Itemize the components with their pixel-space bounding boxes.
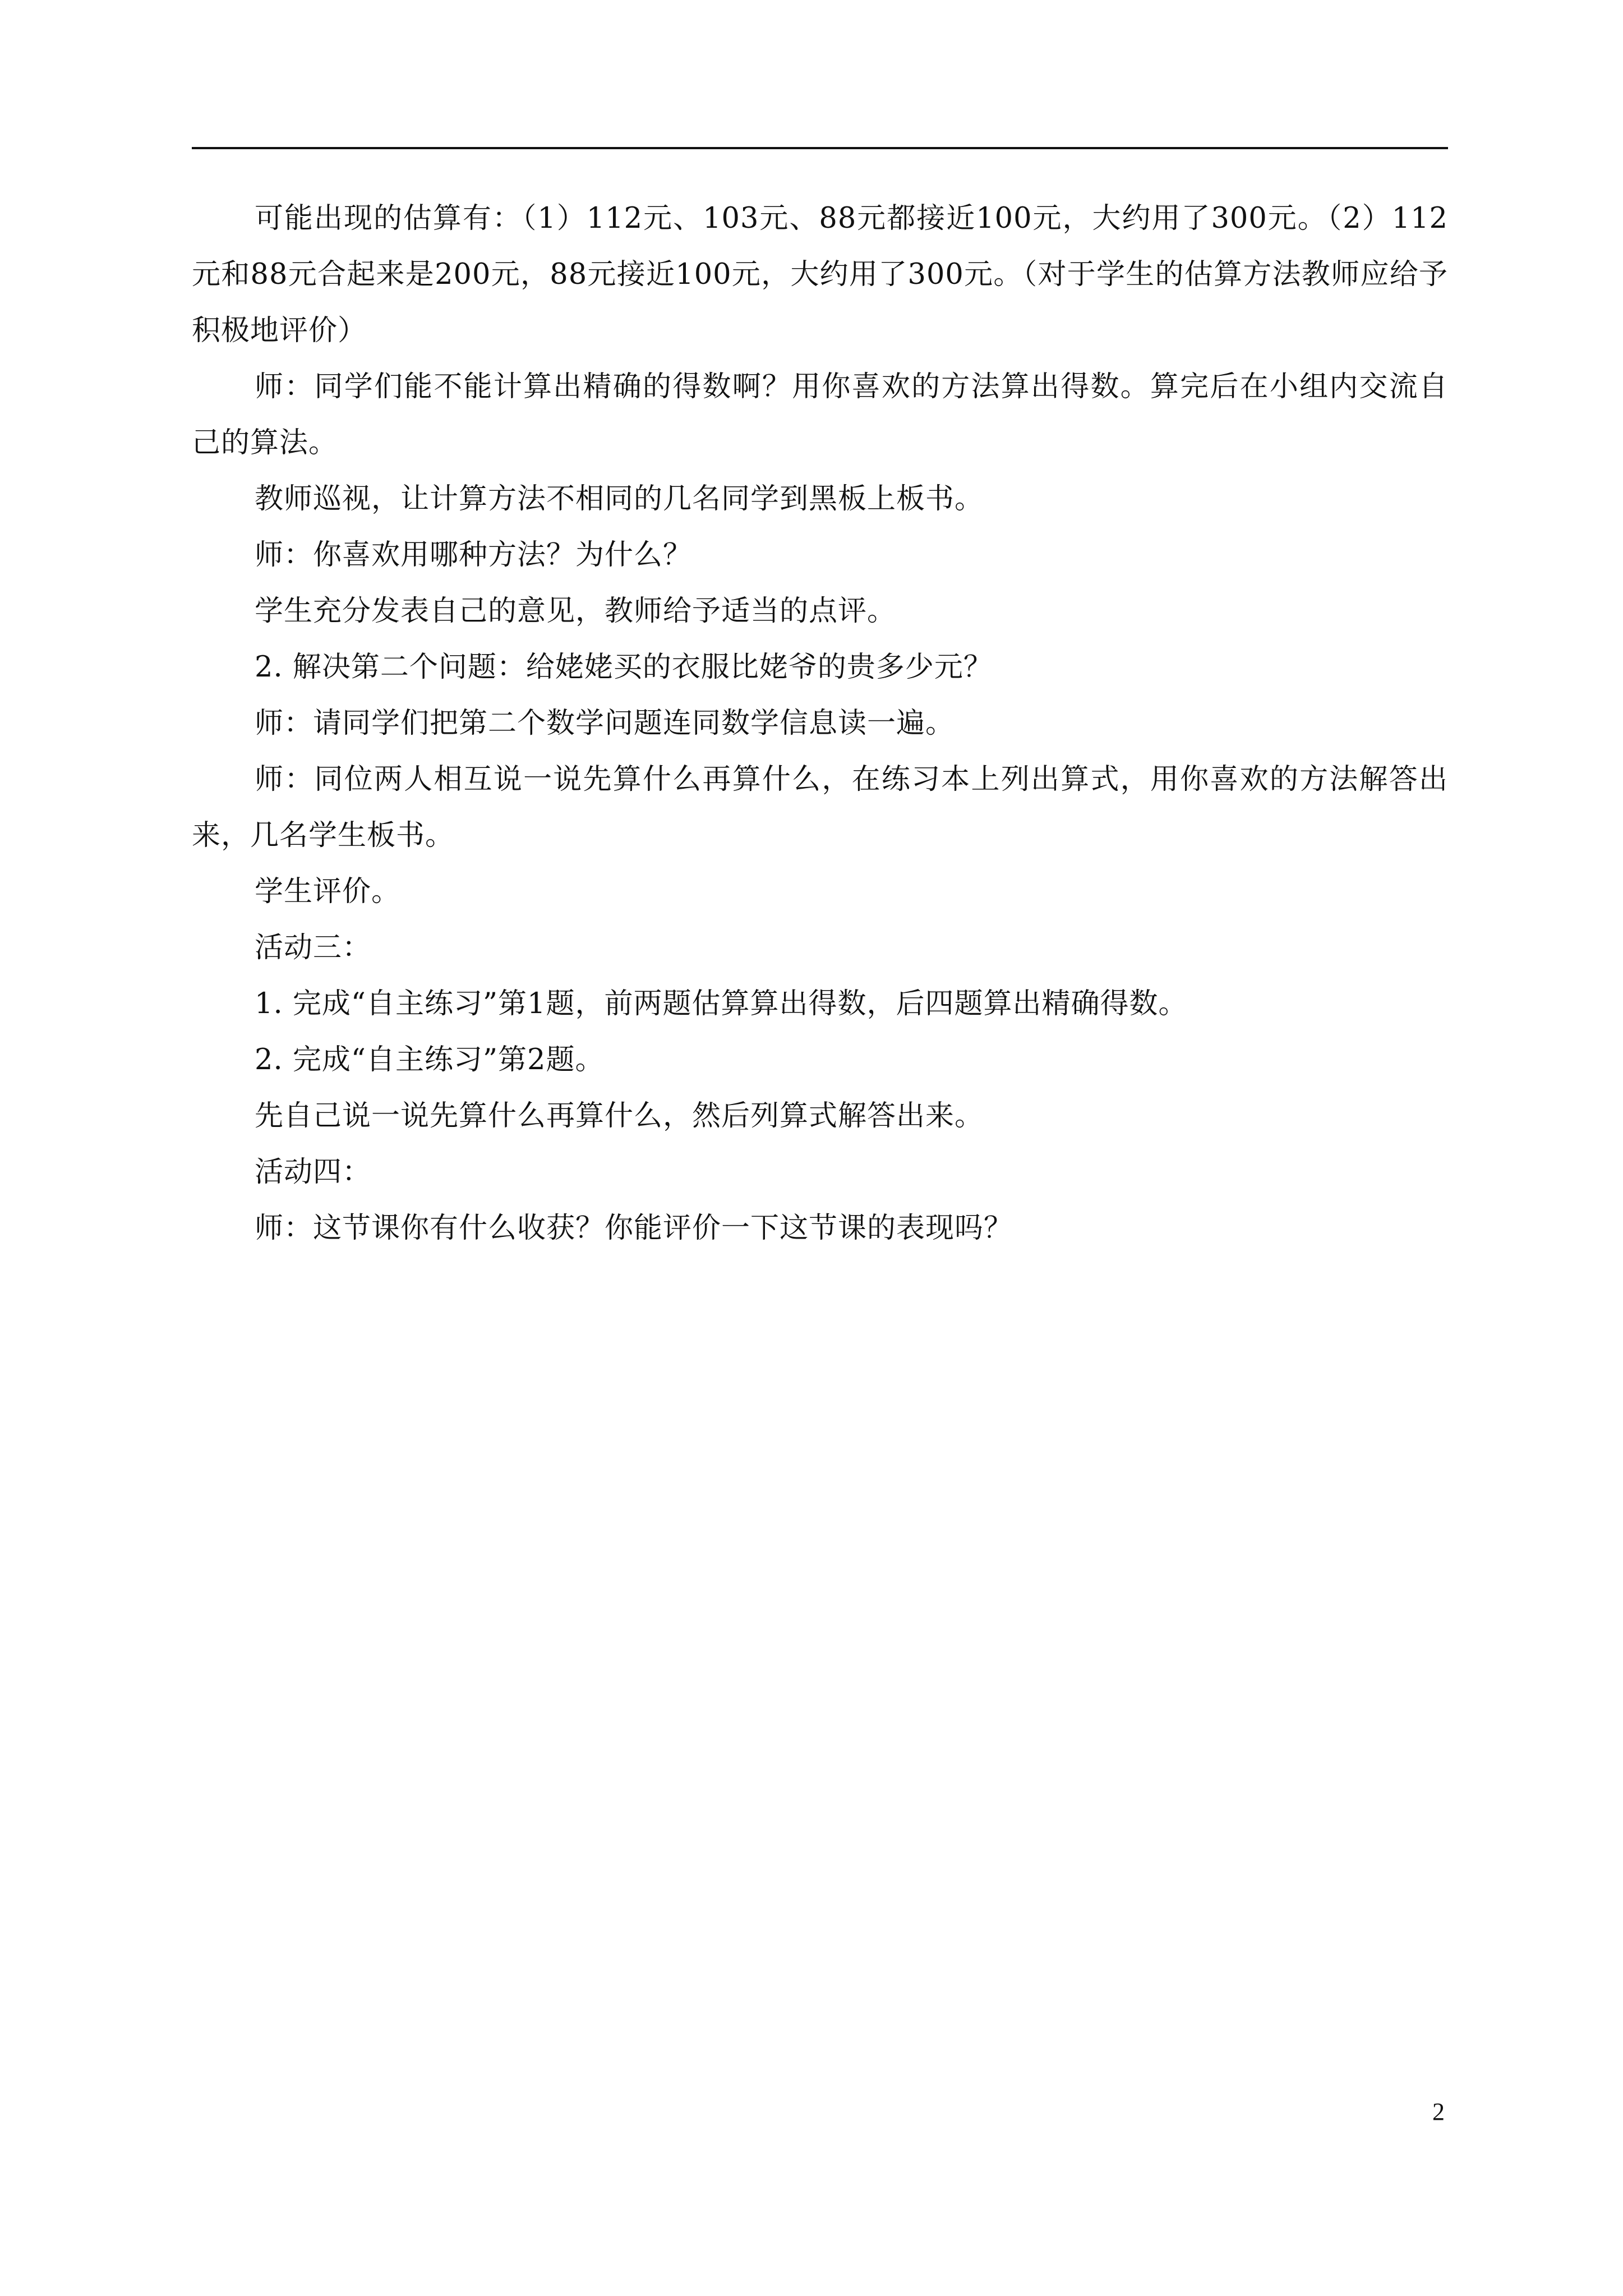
paragraph-exercise-one: 1. 完成“自主练习”第1题，前两题估算算出得数，后四题算出精确得数。 (255, 987, 1188, 1020)
paragraph-student-evaluation: 学生评价。 (255, 875, 401, 908)
paragraph-solve-steps: 先自己说一说先算什么再算什么，然后列算式解答出来。 (255, 1099, 984, 1133)
paragraph-pair-discussion: 师：同位两人相互说一说先算什么再算什么，在练习本上列出算式，用你喜欢的方法解答出来，几名学生板书。 (192, 763, 1448, 852)
paragraph-exact-calculation: 师：同学们能不能计算出精确的得数啊？用你喜欢的方法算出得数。算完后在小组内交流自己的算法。 (192, 370, 1448, 459)
body-text (192, 191, 1448, 1257)
header-divider (192, 147, 1448, 149)
paragraph-method-question: 师：你喜欢用哪种方法？为什么？ (255, 539, 693, 572)
paragraph-student-opinion: 学生充分发表自己的意见，教师给予适当的点评。 (255, 595, 897, 628)
paragraph-teacher-patrol: 教师巡视，让计算方法不相同的几名同学到黑板上板书。 (255, 482, 984, 516)
paragraph-exercise-two: 2. 完成“自主练习”第2题。 (255, 1043, 605, 1076)
paragraph-second-problem: 2. 解决第二个问题：给姥姥买的衣服比姥爷的贵多少元？ (255, 651, 993, 684)
paragraph-estimation: 可能出现的估算有：（1）112元、103元、88元都接近100元，大约用了300元。（2）112元和88元合起来是200元，88元接近100元，大约用了300元。（对于学生的估算方法教师应给予积极地评价） (192, 202, 1448, 347)
paragraph-read-problem: 师：请同学们把第二个数学问题连同数学信息读一遍。 (255, 707, 955, 740)
page-number: 2 (1432, 2098, 1445, 2125)
heading-activity-four: 活动四： (255, 1156, 372, 1189)
heading-activity-three: 活动三： (255, 931, 372, 964)
paragraph-summary-question: 师：这节课你有什么收获？你能评价一下这节课的表现吗？ (255, 1212, 1013, 1245)
